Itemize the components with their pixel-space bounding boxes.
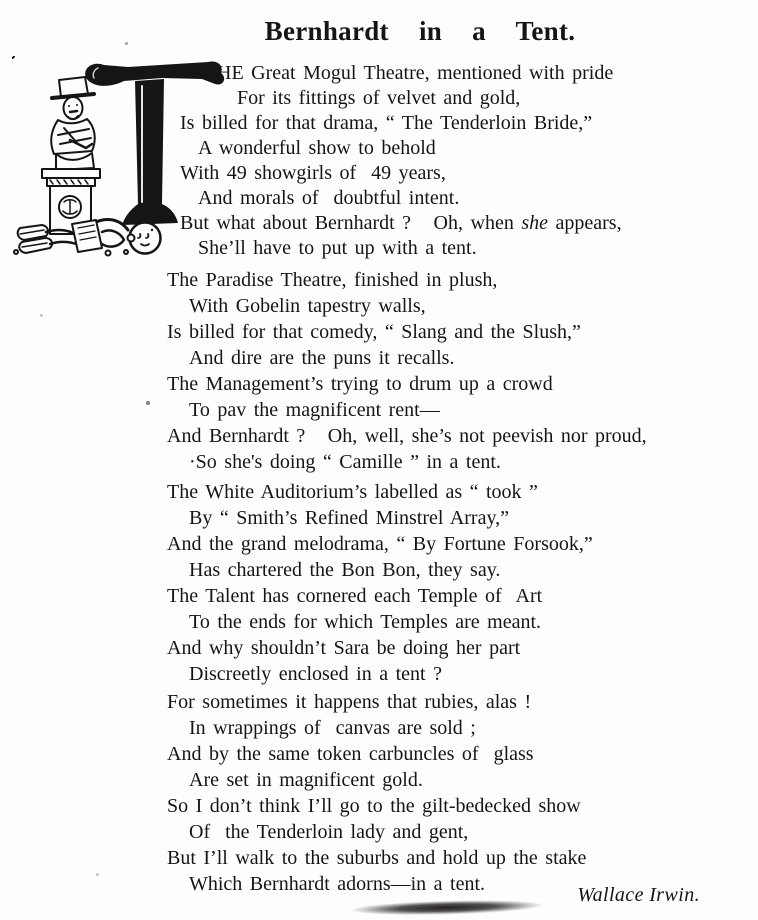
poem-line: For sometimes it happens that rubies, alas ! xyxy=(167,691,532,713)
poem-line: The Talent has cornered each Temple of Art xyxy=(167,585,543,607)
poem-line: And why shouldn’t Sara be doing her part xyxy=(167,637,521,659)
poem-line: The White Auditorium’s labelled as “ took ” xyxy=(167,481,538,503)
poem-line: Is billed for that comedy, “ Slang and the Slush,” xyxy=(167,321,581,343)
poem-line: Discreetly enclosed in a tent ? xyxy=(189,663,442,685)
poem-line: And by the same token carbuncles of glass xyxy=(167,743,534,765)
poem-line: ·So she's doing “ Camille ” in a tent. xyxy=(189,451,501,473)
poem-line: Of the Tenderloin lady and gent, xyxy=(189,821,469,843)
stanza-1 xyxy=(180,61,622,261)
poem-line: Is billed for that drama, “ The Tenderloin Bride,” xyxy=(180,112,593,134)
page-edge-smudge xyxy=(318,898,576,920)
poem-line: The Management’s trying to drum up a crowd xyxy=(167,373,553,395)
poem-line: But I’ll walk to the suburbs and hold up the stake xyxy=(167,847,587,869)
scattered-paper xyxy=(72,220,102,252)
poem-line: With 49 showgirls of 49 years, xyxy=(180,162,446,184)
poem-title: Bernhardt in a Tent. xyxy=(264,16,576,46)
stanza-2 xyxy=(167,267,647,475)
poem-line: Has chartered the Bon Bon, they say. xyxy=(189,559,501,581)
scan-speck xyxy=(96,873,99,876)
poem-line xyxy=(180,211,622,236)
stanza-3 xyxy=(167,479,593,687)
bust-base xyxy=(56,153,94,170)
poem-line: She’ll have to put up with a tent. xyxy=(198,237,477,259)
line-text: But what about Bernhardt ? Oh, when xyxy=(180,212,522,234)
poem-line: The Paradise Theatre, finished in plush, xyxy=(167,269,498,291)
author-signature: Wallace Irwin. xyxy=(577,884,700,906)
caricature-torso xyxy=(51,119,95,154)
poem-line: A wonderful show to behold xyxy=(198,137,436,159)
scan-speck xyxy=(125,42,128,45)
poem-line: To the ends for which Temples are meant. xyxy=(189,611,542,633)
poem-line: And the grand melodrama, “ By Fortune Forsook,” xyxy=(167,533,593,555)
scan-speck xyxy=(146,401,150,405)
poem-line: By “ Smith’s Refined Minstrel Array,” xyxy=(189,507,510,529)
italic-word: she xyxy=(521,212,548,234)
poem-line: And Bernhardt ? Oh, well, she’s not peevish nor proud, xyxy=(167,425,647,447)
poem-line: To pav the magnificent rent— xyxy=(189,399,440,421)
poem-line: So I don’t think I’ll go to the gilt-bedecked show xyxy=(167,795,581,817)
poem-line: For its fittings of velvet and gold, xyxy=(237,87,521,109)
poem-line: Are set in magnificent gold. xyxy=(189,769,423,791)
pedestal-cap xyxy=(42,169,100,178)
poem-line: And dire are the puns it recalls. xyxy=(189,347,455,369)
initial-T-stem xyxy=(122,79,178,225)
stanza-4 xyxy=(167,689,586,897)
poem-line: And morals of doubtful intent. xyxy=(198,187,460,209)
caricature-face xyxy=(64,97,83,119)
scan-speck xyxy=(40,314,43,317)
poem-line: In wrappings of canvas are sold ; xyxy=(189,717,476,739)
poem-line: Which Bernhardt adorns—in a tent. xyxy=(189,873,486,895)
line-text: appears, xyxy=(548,212,622,234)
poem-line: With Gobelin tapestry walls, xyxy=(189,295,426,317)
poem-line: HE Great Mogul Theatre, mentioned with pride xyxy=(217,62,614,84)
